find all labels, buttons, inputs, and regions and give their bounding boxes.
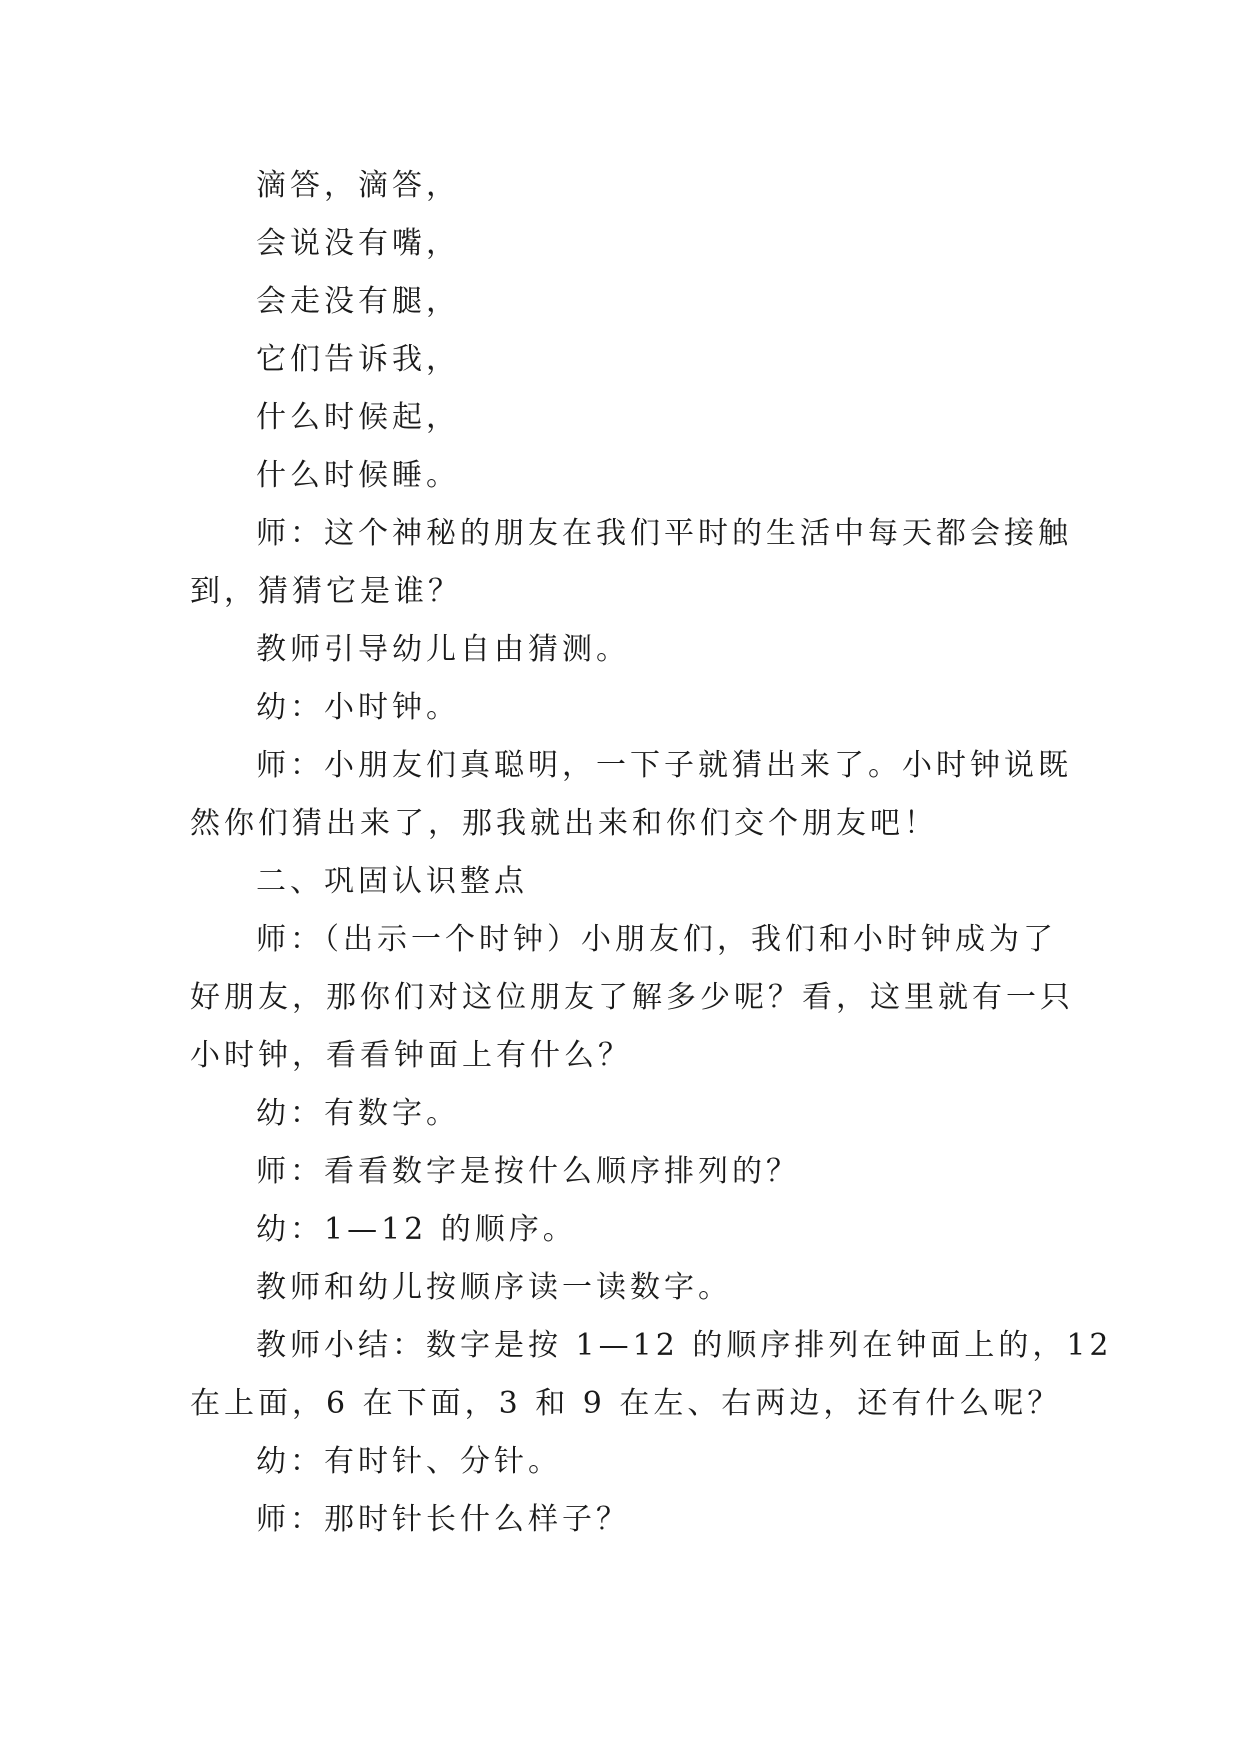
paragraph-line: 幼：小时钟。 (256, 690, 460, 725)
paragraph-line: 幼：有时针、分针。 (256, 1444, 562, 1479)
poem-line: 会走没有腿， (256, 284, 460, 319)
poem-line: 会说没有嘴， (256, 226, 460, 261)
paragraph-line: 幼：有数字。 (256, 1096, 460, 1131)
poem-line: 滴答，滴答， (256, 168, 460, 203)
paragraph-line: 好朋友，那你们对这位朋友了解多少呢？看，这里就有一只 (190, 980, 1074, 1015)
poem-line: 什么时候起， (256, 400, 460, 435)
poem-line: 什么时候睡。 (256, 458, 460, 493)
paragraph-line: 教师小结：数字是按 1—12 的顺序排列在钟面上的，12 (256, 1328, 1113, 1363)
paragraph-line: 在上面，6 在下面，3 和 9 在左、右两边，还有什么呢？ (190, 1386, 1062, 1421)
paragraph-line: 师：小朋友们真聪明，一下子就猜出来了。小时钟说既 (256, 748, 1072, 783)
paragraph-line: 师：看看数字是按什么顺序排列的？ (256, 1154, 800, 1189)
paragraph-line: 师：这个神秘的朋友在我们平时的生活中每天都会接触 (256, 516, 1072, 551)
paragraph-line: 到，猜猜它是谁？ (190, 574, 462, 609)
paragraph-line: 师：那时针长什么样子？ (256, 1502, 630, 1537)
paragraph-line: 小时钟，看看钟面上有什么？ (190, 1038, 632, 1073)
paragraph-line: 教师引导幼儿自由猜测。 (256, 632, 630, 667)
paragraph-line: 幼：1—12 的顺序。 (256, 1212, 577, 1247)
paragraph-line: 师：（出示一个时钟）小朋友们，我们和小时钟成为了 (256, 922, 1057, 957)
section-heading: 二、巩固认识整点 (256, 864, 528, 899)
paragraph-line: 然你们猜出来了，那我就出来和你们交个朋友吧！ (190, 806, 938, 841)
poem-line: 它们告诉我， (256, 342, 460, 377)
paragraph-line: 教师和幼儿按顺序读一读数字。 (256, 1270, 732, 1305)
